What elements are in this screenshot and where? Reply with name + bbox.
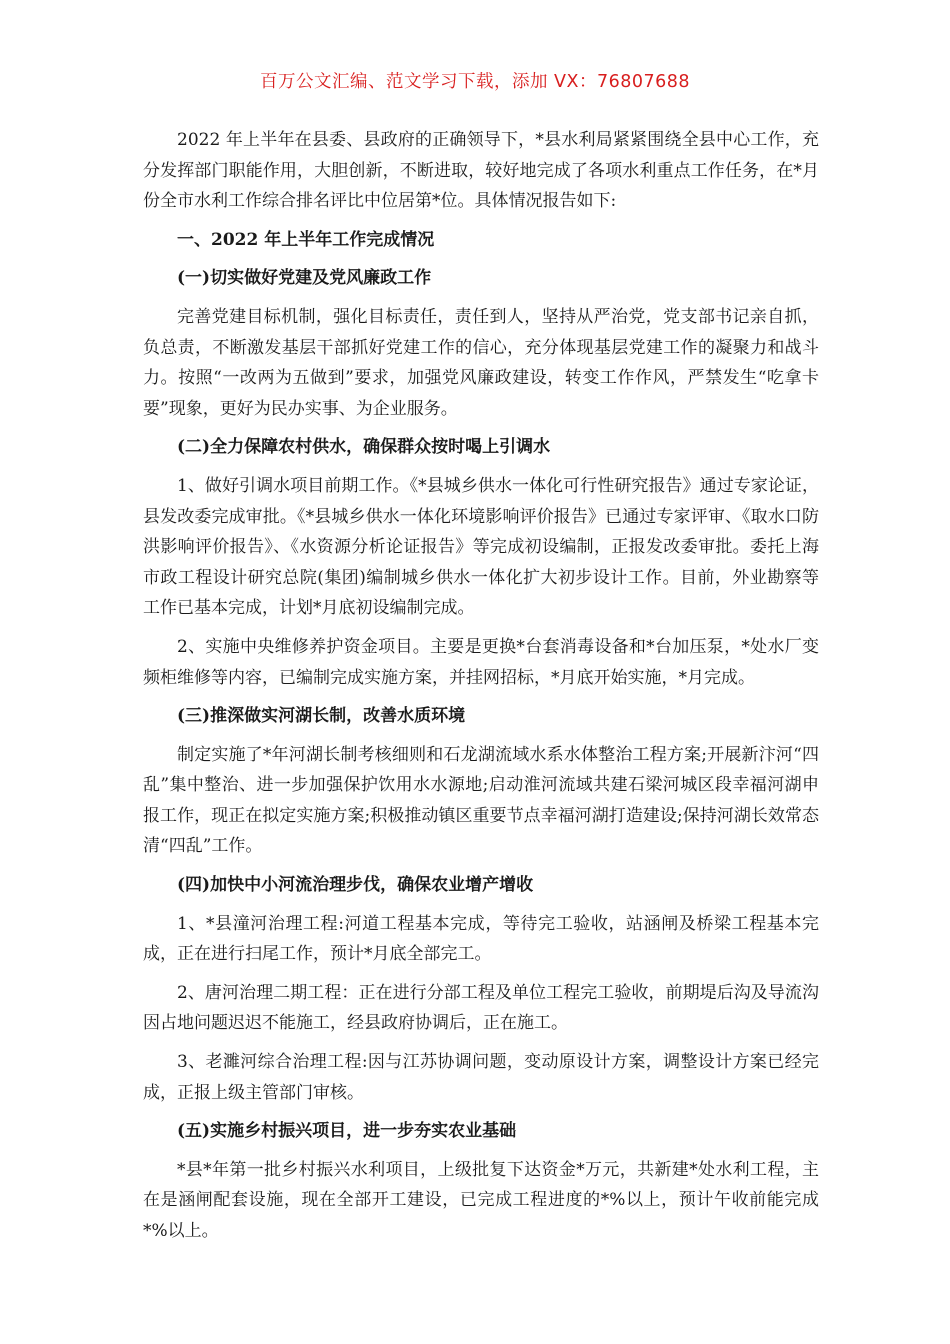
paragraph: 1、做好引调水项目前期工作。《*县城乡供水一体化可行性研究报告》通过专家论证，县发改委完成审批。《*县城乡供水一体化环境影响评价报告》已通过专家评审、《取水口防洪影响评价报告》、《水资源分析论证报告》等完成初设编制，正报发改委审批。委托上海市政工程设计研究总院(集团)编制城乡供水一体化扩大初步设计工作。目前，外业勘察等工作已基本完成，计划*月底初设编制完成。	[143, 475, 819, 619]
subsection-heading-5: (五)实施乡村振兴项目，进一步夯实农业基础	[177, 1121, 517, 1142]
paragraph: 1、*县潼河治理工程:河道工程基本完成，等待完工验收，站涵闸及桥梁工程基本完成，正在进行扫尾工作，预计*月底全部完工。	[143, 913, 819, 965]
subsection-heading-4: (四)加快中小河流治理步伐，确保农业增产增收	[177, 875, 534, 896]
subsection-heading-2: (二)全力保障农村供水，确保群众按时喝上引调水	[177, 437, 551, 458]
paragraph: 3、老濉河综合治理工程:因与江苏协调问题，变动原设计方案，调整设计方案已经完成，正报上级主管部门审核。	[143, 1052, 819, 1103]
paragraph: 完善党建目标机制，强化目标责任，责任到人，坚持从严治党，党支部书记亲自抓，负总责，不断激发基层干部抓好党建工作的信心，充分体现基层党建工作的凝聚力和战斗力。按照“一改两为五做到”要求，加强党风廉政建设，转变工作作风，严禁发生“吃拿卡要”现象，更好为民办实事、为企业服务。	[143, 306, 819, 419]
report-body	[143, 125, 819, 1247]
subsection-heading-3: (三)推深做实河湖长制，改善水质环境	[177, 706, 466, 727]
subsection-heading-1: (一)切实做好党建及党风廉政工作	[177, 268, 432, 289]
paragraph: 制定实施了*年河湖长制考核细则和石龙湖流域水系水体整治工程方案;开展新汴河“四乱”集中整治、进一步加强保护饮用水水源地;启动淮河流域共建石梁河城区段幸福河湖申报工作，现正在拟定实施方案;积极推动镇区重要节点幸福河湖打造建设;保持河湖长效常态清“四乱”工作。	[143, 744, 819, 857]
paragraph: 2、实施中央维修养护资金项目。主要是更换*台套消毒设备和*台加压泵，*处水厂变频柜维修等内容，已编制完成实施方案，并挂网招标，*月底开始实施，*月完成。	[143, 636, 819, 688]
paragraph: 2、唐河治理二期工程：正在进行分部工程及单位工程完工验收，前期堤后沟及导流沟因占地问题迟迟不能施工，经县政府协调后，正在施工。	[143, 982, 819, 1034]
promo-banner: 百万公文汇编、范文学习下载，添加 VX：76807688	[259, 72, 691, 92]
paragraph: *县*年第一批乡村振兴水利项目，上级批复下达资金*万元，共新建*处水利工程，主在是涵闸配套设施，现在全部开工建设，已完成工程进度的*%以上，预计午收前能完成*%以上。	[143, 1159, 819, 1241]
intro-paragraph: 2022 年上半年在县委、县政府的正确领导下，*县水利局紧紧围绕全县中心工作，充分发挥部门职能作用，大胆创新，不断进取，较好地完成了各项水利重点工作任务，在*月份全市水利工作综合排名评比中位居第*位。具体情况报告如下:	[143, 130, 819, 212]
section-heading-1: 一、2022 年上半年工作完成情况	[177, 229, 435, 250]
